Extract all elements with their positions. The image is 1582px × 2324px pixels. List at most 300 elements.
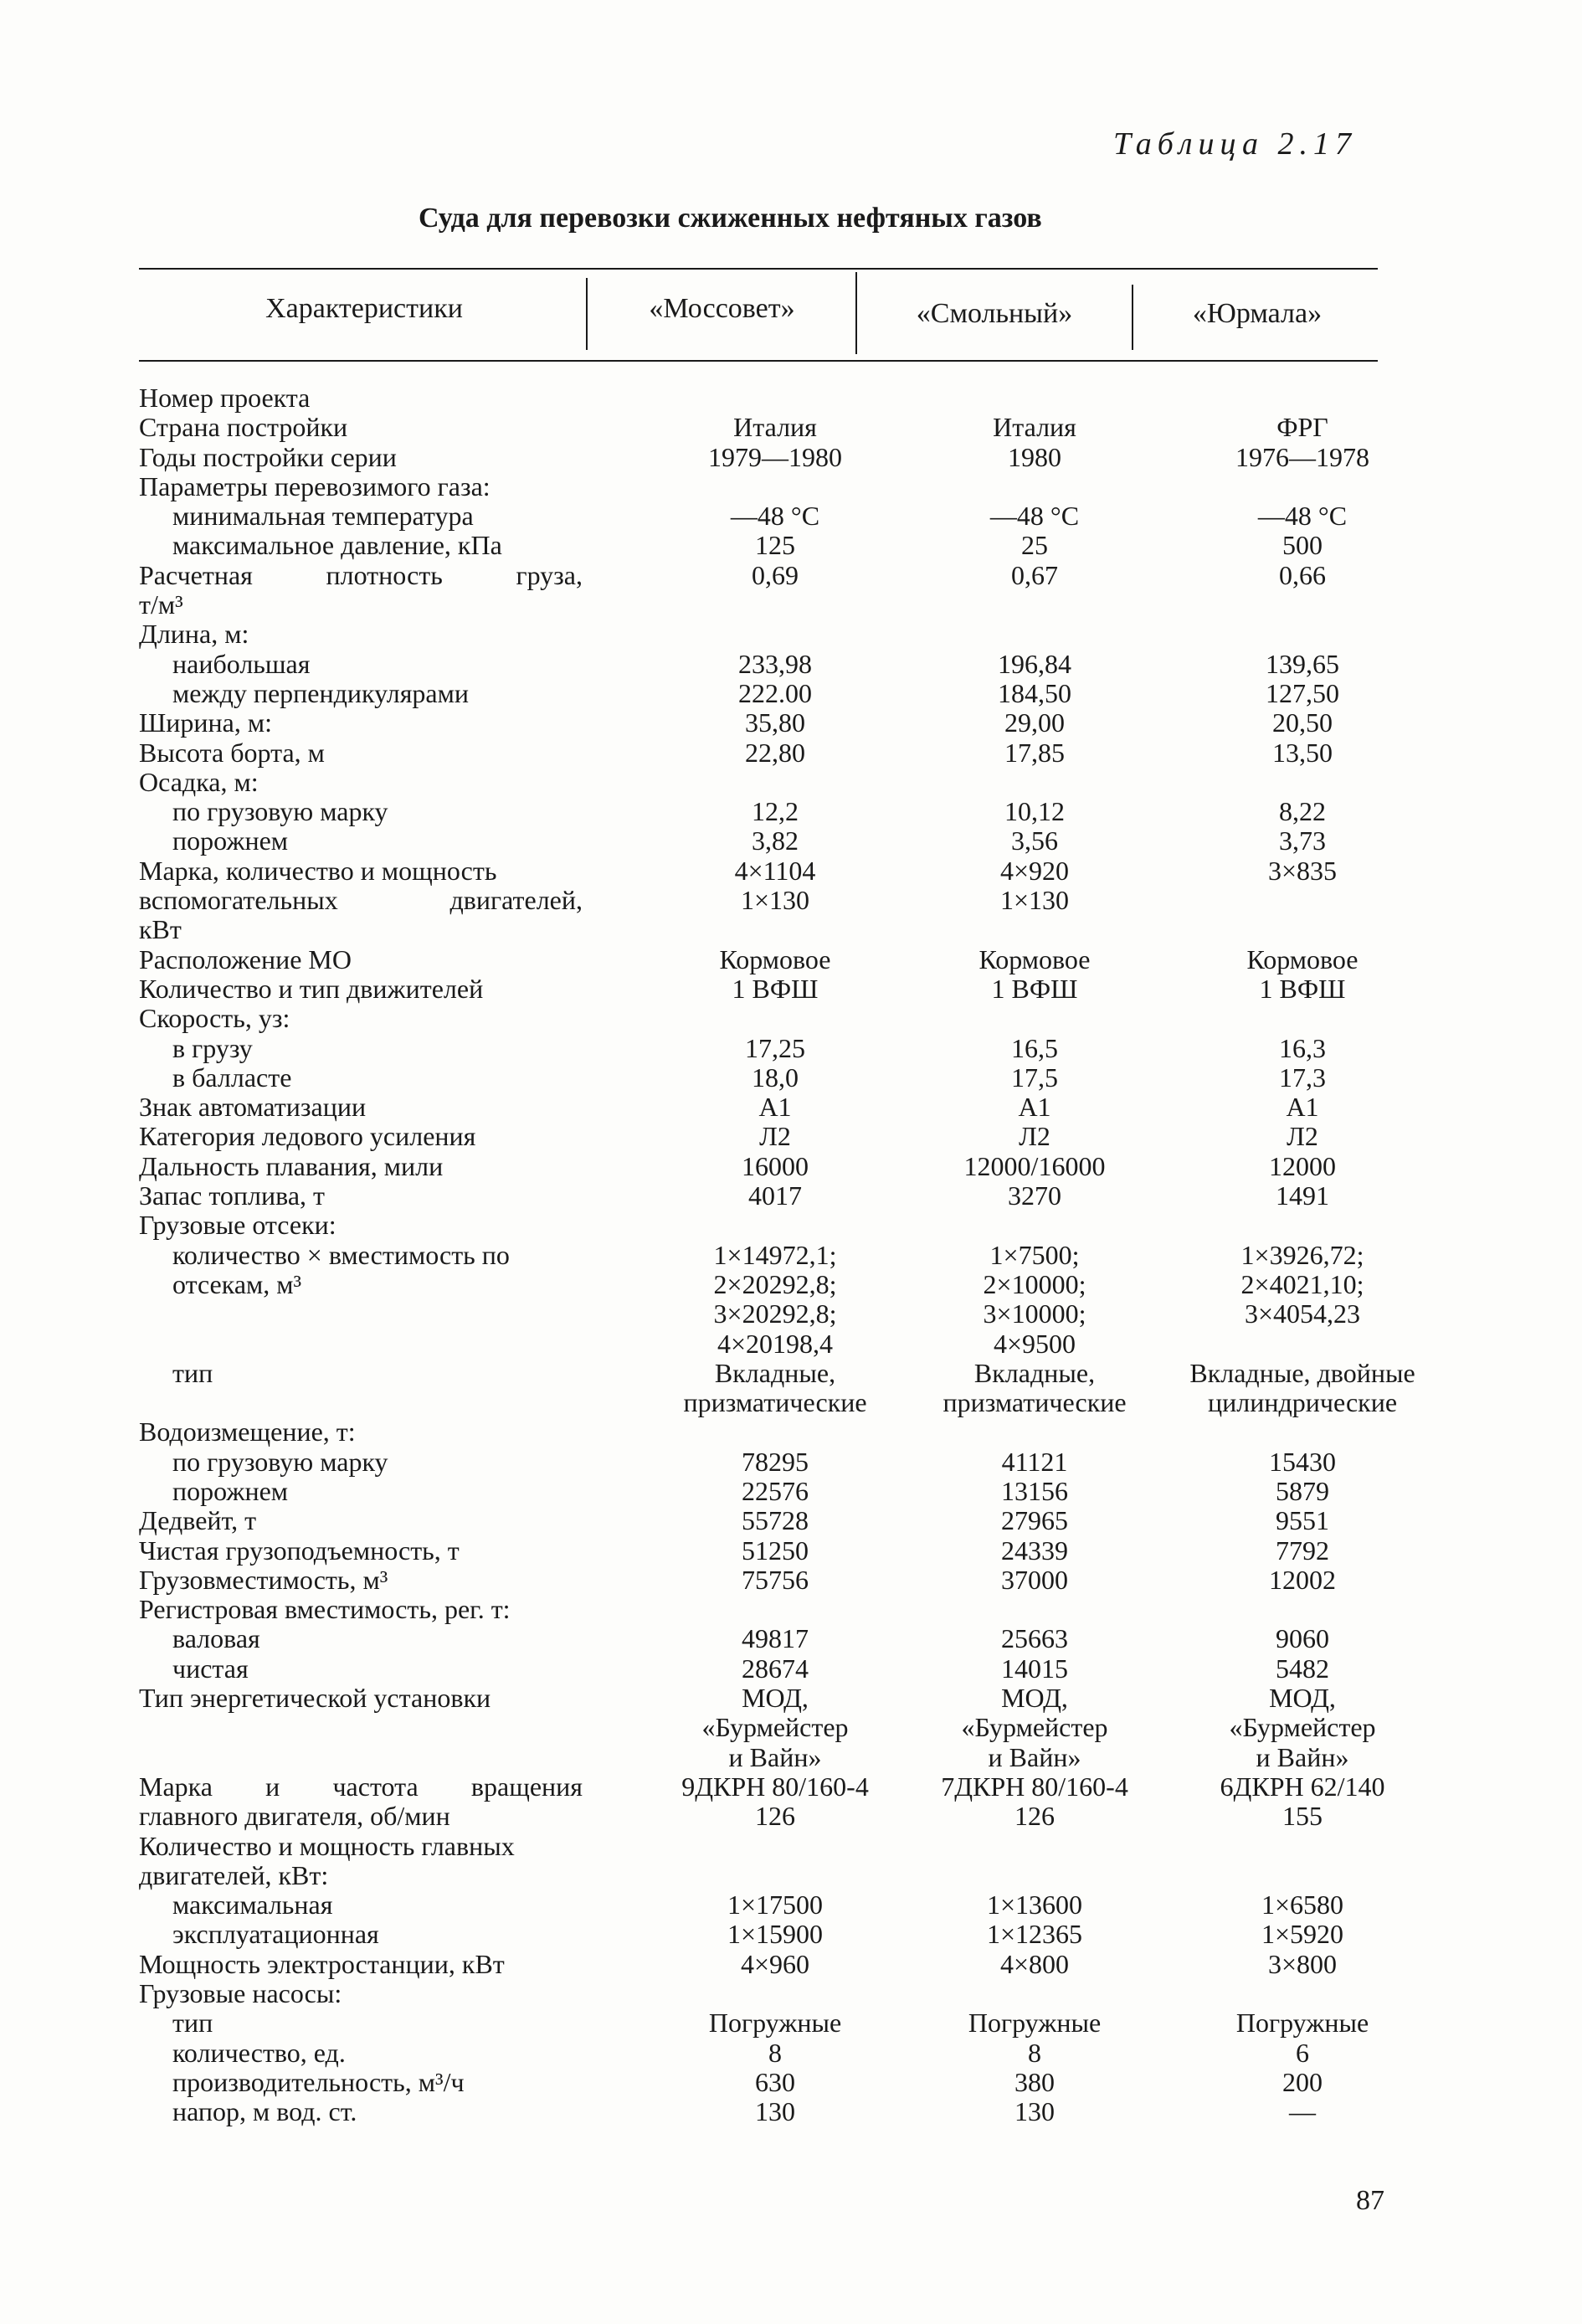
cell-jurmala: 5482 (1276, 1653, 1329, 1684)
cell-smolny: —48 °С (989, 501, 1080, 532)
row-label (139, 1299, 591, 1329)
cell-mossovet: Кормовое (719, 943, 831, 974)
cell-smolny: 4×920 (999, 855, 1070, 886)
cell-smolny: 184,50 (998, 677, 1071, 708)
cell-mossovet: 22576 (742, 1475, 809, 1506)
row-label: Грузовые насосы: (139, 1978, 342, 2009)
cell-smolny: 25663 (1001, 1623, 1068, 1654)
cell-smolny (901, 472, 1169, 501)
table-row (139, 1566, 1436, 1595)
cell-mossovet (591, 590, 901, 620)
cell-mossovet (591, 1004, 901, 1033)
row-label: Количество и мощность главных (139, 1830, 515, 1861)
cell-mossovet: 12,2 (752, 796, 799, 827)
row-label: Расположение МО (139, 943, 352, 974)
cell-jurmala: 500 (1282, 530, 1323, 561)
row-label (139, 1713, 591, 1742)
cell-jurmala: 6ДКРН 62/140 (1220, 1771, 1385, 1802)
cell-smolny: 196,84 (998, 648, 1071, 679)
cell-smolny: 1×13600 (986, 1890, 1083, 1920)
cell-mossovet: 3,82 (752, 825, 799, 856)
cell-smolny: Погружные (968, 2008, 1102, 2039)
cell-mossovet: призматические (683, 1387, 867, 1418)
row-label: валовая (172, 1623, 260, 1654)
cell-jurmala: 9060 (1276, 1623, 1329, 1654)
header-top-rule (139, 268, 1378, 270)
cell-smolny: 130 (1014, 2096, 1055, 2127)
cell-smolny: МОД, (1001, 1683, 1068, 1714)
table-row (139, 531, 1436, 560)
table-row (139, 2008, 1436, 2038)
cell-jurmala (1169, 1595, 1436, 1624)
cell-smolny: 12000/16000 (963, 1150, 1106, 1181)
cell-jurmala (1169, 590, 1436, 620)
table-row (139, 1890, 1436, 1920)
cell-smolny: 8 (1028, 2037, 1041, 2068)
row-label: Высота борта, м (139, 737, 325, 768)
cell-jurmala: 127,50 (1266, 677, 1339, 708)
table-body (139, 383, 1436, 2127)
row-label: по грузовую марку (172, 1446, 388, 1477)
cell-jurmala (1169, 1004, 1436, 1033)
cell-jurmala: —48 °С (1257, 501, 1348, 532)
table-number: Таблица 2.17 (1113, 126, 1357, 162)
row-label: Годы постройки серии (139, 441, 397, 472)
row-label: Скорость, уз: (139, 1003, 290, 1034)
cell-jurmala: 12002 (1269, 1564, 1336, 1595)
cell-smolny (901, 1861, 1169, 1890)
table-row (139, 1772, 1436, 1802)
cell-mossovet: 630 (755, 2066, 795, 2097)
cell-jurmala (1169, 915, 1436, 944)
cell-smolny: Л2 (1019, 1121, 1050, 1152)
table-row (139, 856, 1436, 886)
cell-jurmala (1169, 1329, 1436, 1359)
cell-smolny: 14015 (1001, 1653, 1068, 1684)
cell-smolny: Италия (993, 412, 1076, 443)
row-label: Номер проекта (139, 383, 311, 413)
cell-mossovet (591, 1211, 901, 1240)
cell-mossovet: А1 (758, 1092, 792, 1123)
row-label: Чистая грузоподъемность, т (139, 1535, 460, 1566)
row-label: Водоизмещение, т: (139, 1417, 356, 1447)
table-row (139, 1713, 1436, 1742)
cell-jurmala: 1×6580 (1261, 1890, 1344, 1920)
cell-jurmala (1169, 472, 1436, 501)
cell-smolny: и Вайн» (988, 1741, 1081, 1772)
table-row (139, 2039, 1436, 2068)
cell-jurmala: 5879 (1276, 1475, 1329, 1506)
cell-mossovet: и Вайн» (728, 1741, 822, 1772)
cell-smolny: 1 ВФШ (991, 973, 1078, 1004)
cell-mossovet: 75756 (742, 1564, 809, 1595)
cell-smolny: 4×800 (999, 1948, 1070, 1979)
table-row (139, 2097, 1436, 2126)
row-label: порожнем (172, 1475, 289, 1506)
row-label: Грузовместимость, м³ (139, 1564, 388, 1595)
cell-mossovet (591, 1417, 901, 1447)
cell-jurmala: 8,22 (1279, 796, 1326, 827)
cell-mossovet: —48 °С (730, 501, 820, 532)
cell-jurmala: 7792 (1276, 1535, 1329, 1566)
cell-smolny: 1×130 (999, 885, 1070, 916)
row-label: порожнем (172, 825, 289, 856)
cell-smolny (901, 1211, 1169, 1240)
table-row (139, 1920, 1436, 1949)
cell-smolny: 27965 (1001, 1505, 1068, 1536)
header-bottom-rule (139, 360, 1378, 362)
cell-jurmala: 139,65 (1266, 648, 1339, 679)
table-row (139, 1004, 1436, 1033)
cell-jurmala: 1×5920 (1261, 1919, 1344, 1950)
row-label: Марка и частота вращения (139, 1771, 583, 1802)
cell-mossovet: 1979—1980 (708, 441, 842, 472)
cell-jurmala: Погружные (1235, 2008, 1369, 2039)
row-label: в грузу (172, 1032, 253, 1063)
cell-jurmala: 3×4054,23 (1244, 1298, 1361, 1329)
cell-mossovet (591, 1832, 901, 1861)
cell-smolny (901, 1004, 1169, 1033)
cell-mossovet: Вкладные, (714, 1357, 836, 1388)
table-row (139, 1093, 1436, 1122)
cell-smolny: 3×10000; (983, 1298, 1086, 1329)
row-label: Запас топлива, т (139, 1180, 325, 1211)
table-row (139, 443, 1436, 472)
table-row (139, 620, 1436, 649)
cell-jurmala: Л2 (1287, 1121, 1318, 1152)
row-label: максимальная (172, 1890, 333, 1920)
cell-smolny (901, 383, 1169, 413)
cell-jurmala: и Вайн» (1256, 1741, 1349, 1772)
cell-mossovet: 1×17500 (727, 1890, 824, 1920)
table-row (139, 472, 1436, 501)
cell-mossovet: 126 (755, 1801, 795, 1832)
table-row (139, 413, 1436, 442)
table-row (139, 679, 1436, 708)
cell-jurmala: 13,50 (1272, 737, 1333, 768)
cell-smolny: 29,00 (1004, 707, 1065, 738)
cell-mossovet: 233,98 (738, 648, 812, 679)
cell-smolny: 3,56 (1011, 825, 1058, 856)
row-label: вспомогательных двигателей, (139, 885, 583, 916)
cell-mossovet: Л2 (759, 1121, 791, 1152)
cell-mossovet: 16000 (742, 1150, 809, 1181)
row-label: главного двигателя, об/мин (139, 1801, 450, 1832)
row-label: т/м³ (139, 589, 183, 620)
cell-smolny: Кормовое (978, 943, 1091, 974)
cell-jurmala: 6 (1296, 2037, 1309, 2068)
row-label: Количество и тип движителей (139, 973, 484, 1004)
cell-mossovet (591, 915, 901, 944)
cell-jurmala: МОД, (1269, 1683, 1336, 1714)
cell-smolny: Вкладные, (973, 1357, 1096, 1388)
cell-smolny: 1×7500; (989, 1239, 1080, 1270)
row-label: чистая (172, 1653, 249, 1684)
cell-smolny: 4×9500 (993, 1328, 1076, 1359)
cell-jurmala (1169, 1417, 1436, 1447)
cell-jurmala: 15430 (1269, 1446, 1336, 1477)
cell-mossovet (591, 1861, 901, 1890)
cell-jurmala: 1491 (1276, 1180, 1329, 1211)
table-row (139, 974, 1436, 1004)
row-label: Категория ледового усиления (139, 1121, 476, 1152)
cell-smolny: 3270 (1008, 1180, 1061, 1211)
column-header-smolny: «Смольный» (916, 298, 1073, 329)
table-row (139, 1063, 1436, 1093)
table-title: Суда для перевозки сжиженных нефтяных газов (419, 203, 1042, 234)
cell-smolny: 10,12 (1004, 796, 1065, 827)
cell-smolny (901, 768, 1169, 797)
table-row (139, 886, 1436, 915)
cell-jurmala: Вкладные, двойные (1189, 1357, 1415, 1388)
cell-mossovet (591, 768, 901, 797)
cell-mossovet: 4×960 (740, 1948, 810, 1979)
cell-mossovet: 0,69 (752, 559, 799, 590)
table-row (139, 915, 1436, 944)
cell-mossovet (591, 472, 901, 501)
cell-smolny (901, 1832, 1169, 1861)
cell-smolny: 7ДКРН 80/160-4 (941, 1771, 1128, 1802)
table-row (139, 1684, 1436, 1713)
row-label: Расчетная плотность груза, (139, 559, 583, 590)
table-row (139, 1152, 1436, 1181)
cell-jurmala: 0,66 (1279, 559, 1326, 590)
cell-mossovet: 1×130 (740, 885, 810, 916)
table-row (139, 1802, 1436, 1831)
cell-smolny: 24339 (1001, 1535, 1068, 1566)
row-label: Дальность плавания, мили (139, 1150, 444, 1181)
cell-jurmala: 1×3926,72; (1240, 1239, 1364, 1270)
cell-jurmala: 16,3 (1279, 1032, 1326, 1063)
cell-mossovet: Италия (733, 412, 817, 443)
row-label (139, 1388, 591, 1417)
cell-jurmala: 1976—1978 (1235, 441, 1369, 472)
cell-mossovet: 9ДКРН 80/160-4 (681, 1771, 869, 1802)
cell-mossovet: 18,0 (752, 1062, 799, 1093)
table-row (139, 1417, 1436, 1447)
cell-smolny: 17,5 (1011, 1062, 1058, 1093)
cell-jurmala: 20,50 (1272, 707, 1333, 738)
cell-smolny: 126 (1014, 1801, 1055, 1832)
cell-smolny (901, 915, 1169, 944)
row-label: в балласте (172, 1062, 292, 1093)
header-divider (855, 272, 857, 354)
table-row (139, 650, 1436, 679)
cell-jurmala: А1 (1286, 1092, 1319, 1123)
table-row (139, 590, 1436, 620)
cell-jurmala: 3×800 (1267, 1948, 1338, 1979)
cell-smolny: 13156 (1001, 1475, 1068, 1506)
table-row (139, 1122, 1436, 1151)
cell-mossovet: 4×1104 (734, 855, 816, 886)
cell-mossovet: «Бурмейстер (701, 1712, 849, 1743)
row-label: по грузовую марку (172, 796, 388, 827)
cell-jurmala: — (1289, 2096, 1316, 2127)
cell-smolny: 1×12365 (986, 1919, 1083, 1950)
row-label: Знак автоматизации (139, 1092, 367, 1123)
table-row (139, 1861, 1436, 1890)
table-row (139, 1506, 1436, 1535)
cell-jurmala: 9551 (1276, 1505, 1329, 1536)
cell-jurmala (1169, 1861, 1436, 1890)
cell-mossovet: 3×20292,8; (713, 1298, 837, 1329)
cell-mossovet: 55728 (742, 1505, 809, 1536)
column-header-jurmala: «Юрмала» (1192, 298, 1323, 329)
table-row (139, 1477, 1436, 1506)
table-row (139, 738, 1436, 768)
table-row (139, 1950, 1436, 1979)
cell-jurmala (1169, 1211, 1436, 1240)
table-row (139, 1536, 1436, 1566)
cell-jurmala: 12000 (1269, 1150, 1336, 1181)
table-row (139, 2068, 1436, 2097)
row-label: Осадка, м: (139, 766, 259, 797)
table-row (139, 1654, 1436, 1684)
cell-jurmala: цилиндрические (1207, 1387, 1398, 1418)
row-label: Ширина, м: (139, 707, 272, 738)
row-label: отсекам, м³ (172, 1268, 302, 1299)
row-label: двигателей, кВт: (139, 1859, 329, 1890)
cell-mossovet: 17,25 (745, 1032, 805, 1063)
cell-mossovet (591, 1595, 901, 1624)
header-divider (586, 278, 588, 350)
table-row (139, 708, 1436, 738)
row-label: кВт (139, 914, 182, 945)
table-row (139, 1388, 1436, 1417)
row-label: тип (172, 1357, 213, 1388)
cell-mossovet: 1×15900 (727, 1919, 824, 1950)
cell-mossovet: 8 (768, 2037, 782, 2068)
table-row (139, 1241, 1436, 1270)
table-row (139, 1595, 1436, 1624)
row-label: Дедвейт, т (139, 1505, 257, 1536)
row-label: наибольшая (172, 648, 311, 679)
table-row (139, 1624, 1436, 1653)
row-label: производительность, м³/ч (172, 2066, 465, 2097)
cell-smolny: 17,85 (1004, 737, 1065, 768)
column-header-mossovet: «Моссовет» (649, 293, 795, 324)
cell-jurmala (1169, 1832, 1436, 1861)
table-row (139, 945, 1436, 974)
cell-jurmala: 3×835 (1267, 855, 1338, 886)
table-row (139, 1359, 1436, 1388)
cell-smolny (901, 590, 1169, 620)
cell-mossovet: 222.00 (738, 677, 812, 708)
cell-jurmala (1169, 886, 1436, 915)
row-label: Мощность электростанции, кВт (139, 1948, 505, 1979)
cell-smolny: А1 (1018, 1092, 1051, 1123)
row-label: Грузовые отсеки: (139, 1210, 336, 1241)
cell-mossovet: 22,80 (745, 737, 805, 768)
cell-smolny: 380 (1014, 2066, 1055, 2097)
cell-jurmala (1169, 383, 1436, 413)
table-row (139, 1447, 1436, 1477)
cell-mossovet (591, 620, 901, 649)
cell-smolny: 1980 (1008, 441, 1061, 472)
row-label: минимальная температура (172, 501, 474, 532)
cell-mossovet: 49817 (742, 1623, 809, 1654)
row-label: между перпендикулярами (172, 677, 469, 708)
cell-mossovet: 130 (755, 2096, 795, 2127)
cell-jurmala: 1 ВФШ (1259, 973, 1346, 1004)
table-row (139, 501, 1436, 531)
row-label (139, 1329, 591, 1359)
column-header-characteristics: Характеристики (265, 293, 463, 324)
row-label: эксплуатационная (172, 1919, 379, 1950)
cell-smolny: призматические (943, 1387, 1127, 1418)
cell-mossovet: 4×20198,4 (717, 1328, 834, 1359)
cell-mossovet: Погружные (708, 2008, 842, 2039)
cell-mossovet: 1 ВФШ (732, 973, 819, 1004)
row-label: количество, ед. (172, 2037, 346, 2068)
cell-jurmala: 2×4021,10; (1240, 1268, 1364, 1299)
cell-mossovet: 35,80 (745, 707, 805, 738)
row-label: Регистровая вместимость, рег. т: (139, 1594, 511, 1625)
row-label: максимальное давление, кПа (172, 530, 502, 561)
row-label: тип (172, 2008, 213, 2039)
cell-smolny (901, 1417, 1169, 1447)
cell-jurmala: 200 (1282, 2066, 1323, 2097)
table-row (139, 1743, 1436, 1772)
cell-jurmala: ФРГ (1276, 412, 1328, 443)
cell-smolny: 25 (1021, 530, 1048, 561)
cell-mossovet: 51250 (742, 1535, 809, 1566)
table-row (139, 1211, 1436, 1240)
table-row (139, 1979, 1436, 2008)
cell-smolny: 2×10000; (983, 1268, 1086, 1299)
cell-mossovet: 125 (755, 530, 795, 561)
table-row (139, 768, 1436, 797)
cell-jurmala: «Бурмейстер (1229, 1712, 1376, 1743)
table-row (139, 1299, 1436, 1329)
row-label: Параметры перевозимого газа: (139, 470, 491, 501)
row-label (139, 1743, 591, 1772)
header-divider (1132, 285, 1133, 350)
cell-jurmala: 3,73 (1279, 825, 1326, 856)
page-number: 87 (1356, 2185, 1384, 2216)
row-label: напор, м вод. ст. (172, 2096, 357, 2127)
table-row (139, 797, 1436, 826)
cell-mossovet: 4017 (748, 1180, 802, 1211)
cell-mossovet: 2×20292,8; (713, 1268, 837, 1299)
table-row (139, 1832, 1436, 1861)
cell-mossovet: 78295 (742, 1446, 809, 1477)
cell-smolny (901, 1979, 1169, 2008)
table-row (139, 1270, 1436, 1299)
row-label: Длина, м: (139, 619, 249, 650)
cell-mossovet (591, 1979, 901, 2008)
cell-mossovet: 28674 (742, 1653, 809, 1684)
cell-jurmala (1169, 1979, 1436, 2008)
table-row (139, 826, 1436, 856)
cell-mossovet: МОД, (742, 1683, 809, 1714)
cell-jurmala (1169, 768, 1436, 797)
cell-smolny: «Бурмейстер (961, 1712, 1108, 1743)
cell-jurmala (1169, 620, 1436, 649)
table-row (139, 1181, 1436, 1211)
table-row (139, 1329, 1436, 1359)
cell-jurmala: 17,3 (1279, 1062, 1326, 1093)
cell-smolny (901, 620, 1169, 649)
cell-smolny: 0,67 (1011, 559, 1058, 590)
table-row (139, 1034, 1436, 1063)
cell-smolny: 16,5 (1011, 1032, 1058, 1063)
row-label: Марка, количество и мощность (139, 855, 497, 886)
row-label: Тип энергетической установки (139, 1683, 491, 1714)
cell-mossovet: 1×14972,1; (713, 1239, 837, 1270)
cell-jurmala: 155 (1282, 1801, 1323, 1832)
cell-mossovet (591, 383, 901, 413)
